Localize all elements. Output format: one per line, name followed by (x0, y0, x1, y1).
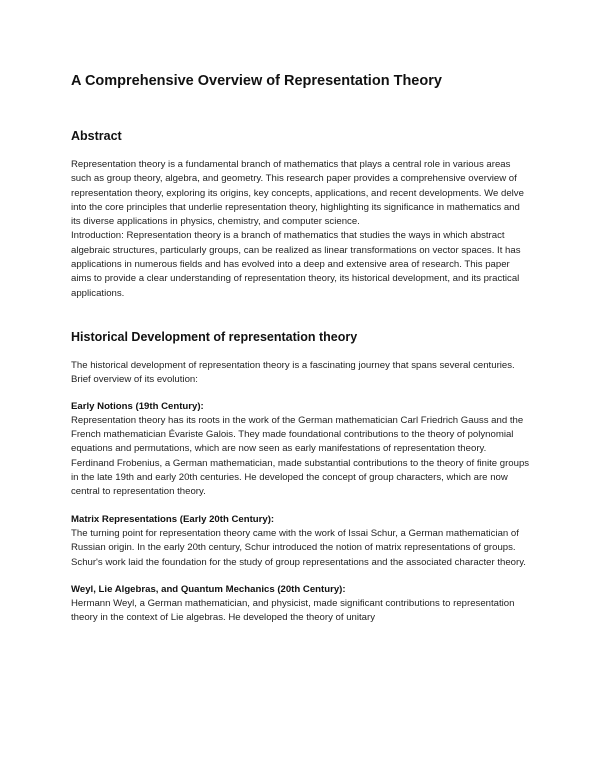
section-paragraph: Ferdinand Frobenius, a German mathematician, made substantial contributions to the theory of finite groups in the late 19th and early 20th centuries. He developed the concept of group characters, which are now central to representation theory. (71, 457, 530, 498)
document-page (71, 72, 531, 626)
document-title: A Comprehensive Overview of Representation Theory (71, 73, 442, 89)
section-paragraph: Representation theory has its roots in the work of the German mathematician Carl Friedrich Gauss and the French mathematician Évariste Galois. They made foundational contributions to the theory of polynomial equations and permutations, which are now seen as early manifestations of representation theory. (71, 414, 524, 455)
abstract-paragraph: Representation theory is a fundamental branch of mathematics that plays a central role in various areas such as group theory, algebra, and geometry. This research paper provides a comprehensive overview of representation theory, exploring its origins, key concepts, applications, and recent developments. We delve into the core principles that underlie representation theory, highlighting its significance in mathematics and its diverse applications in physics, chemistry, and computer science. (71, 159, 524, 228)
section-paragraph: Schur's work laid the foundation for the study of group representations and the associated character theory. (71, 556, 526, 568)
history-intro-paragraph: The historical development of representation theory is a fascinating journey that spans several centuries. Brief overview of its evolution: (71, 359, 515, 386)
history-heading: Historical Development of representation theory (71, 329, 358, 344)
section-heading-early-notions: Early Notions (19th Century): (71, 400, 204, 412)
section-heading-weyl-lie-algebras: Weyl, Lie Algebras, and Quantum Mechanics (20th Century): (71, 583, 346, 595)
abstract-heading: Abstract (71, 129, 122, 143)
section-heading-matrix-representations: Matrix Representations (Early 20th Century): (71, 513, 275, 525)
section-paragraph: Hermann Weyl, a German mathematician, and physicist, made significant contributions to representation theory in the context of Lie algebras. He developed the theory of unitary (71, 598, 515, 624)
section-paragraph: The turning point for representation theory came with the work of Issai Schur, a German mathematician of Russian origin. In the early 20th century, Schur introduced the notion of matrix representations of groups. (71, 527, 519, 554)
introduction-paragraph: Introduction: Representation theory is a branch of mathematics that studies the ways in which abstract algebraic structures, particularly groups, can be realized as linear transformations on vector spaces. It has applications in numerous fields and has evolved into a deep and extensive area of research. This paper aims to provide a clear understanding of representation theory, its historical development, and its practical applications. (71, 230, 521, 299)
